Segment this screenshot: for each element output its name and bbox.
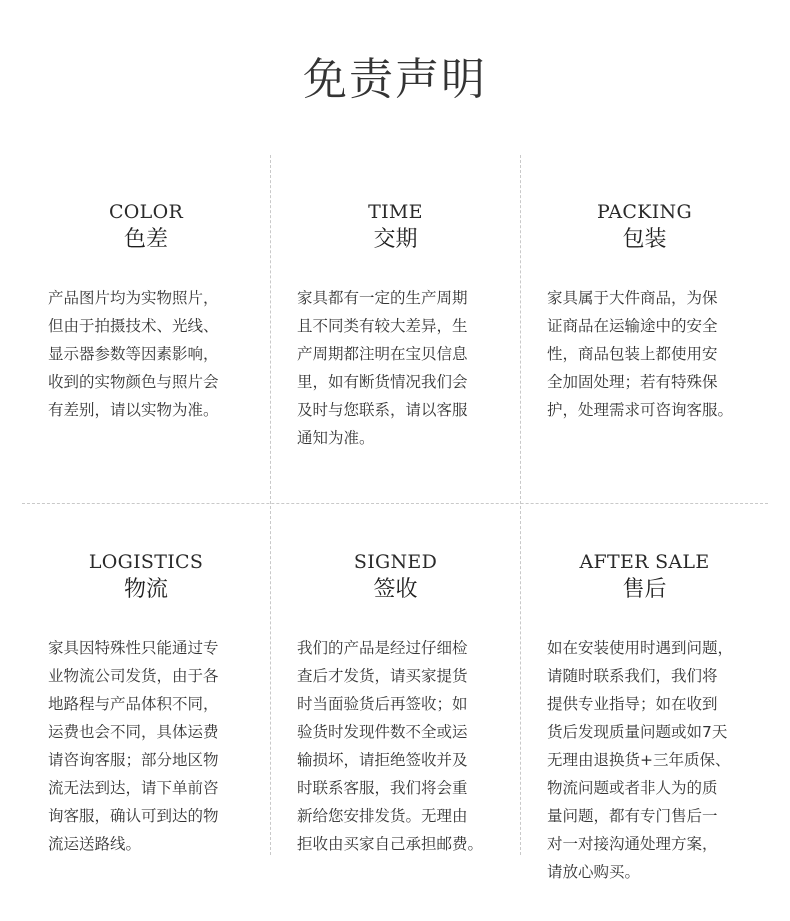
- row-divider: [22, 503, 768, 504]
- section-title-en: AFTER SALE: [579, 551, 710, 573]
- section-text: 产品图片均为实物照片， 但由于拍摄技术、光线、 显示器参数等因素影响， 收到的实物颜色与照片会 有差别，请以实物为准。: [48, 289, 219, 419]
- section-text: 我们的产品是经过仔细检 查后才发货，请买家提货 时当面验货后再签收；如 验货时发现件数不全或运 输损坏，请拒绝签收并及 时联系客服，我们将会重 新给您安排发货。无理由 拒收由买家自己承担邮费。: [297, 639, 484, 853]
- section-after-sale: [521, 550, 768, 886]
- section-title-cn: 售后: [622, 577, 667, 602]
- section-signed: [271, 550, 520, 858]
- section-time: [271, 200, 520, 452]
- section-heading: [271, 550, 520, 604]
- section-title-en: TIME: [368, 201, 423, 223]
- section-heading: [22, 550, 270, 604]
- section-title-en: COLOR: [108, 201, 184, 223]
- section-logistics: [22, 550, 270, 858]
- section-text: 家具属于大件商品，为保 证商品在运输途中的安全 性，商品包装上都使用安 全加固处理；若有特殊保 护，处理需求可咨询客服。: [547, 289, 734, 419]
- section-heading: [521, 200, 768, 254]
- section-text: 家具因特殊性只能通过专 业物流公司发货，由于各 地路程与产品体积不同， 运费也会不同，具体运费 请咨询客服；部分地区物 流无法到达，请下单前咨 询客服，确认可到达的物 流运送路线。: [48, 639, 219, 853]
- section-heading: [521, 550, 768, 604]
- section-text: 如在安装使用时遇到问题， 请随时联系我们，我们将 提供专业指导；如在收到 货后发现质量问题或如7天 无理由退换货+三年质保、 物流问题或者非人为的质 量问题，都有专门售后一 对一对接沟通处理方案， 请放心购买。: [547, 639, 734, 881]
- section-title-cn: 交期: [373, 227, 418, 252]
- disclaimer-grid: [22, 155, 768, 881]
- section-title-en: PACKING: [597, 201, 692, 223]
- section-text: 家具都有一定的生产周期 且不同类有较大差异，生 产周期都注明在宝贝信息 里，如有断货情况我们会 及时与您联系，请以客服 通知为准。: [297, 289, 468, 447]
- section-title-cn: 色差: [123, 227, 168, 252]
- section-title-en: LOGISTICS: [88, 551, 204, 573]
- section-packing: [521, 200, 768, 424]
- section-color: [22, 200, 270, 424]
- section-title-en: SIGNED: [353, 551, 438, 573]
- page-title: 免责声明: [303, 54, 487, 105]
- section-title-cn: 物流: [123, 577, 168, 602]
- section-title-cn: 包装: [622, 227, 667, 252]
- section-title-cn: 签收: [373, 577, 418, 602]
- section-heading: [22, 200, 270, 254]
- section-heading: [271, 200, 520, 254]
